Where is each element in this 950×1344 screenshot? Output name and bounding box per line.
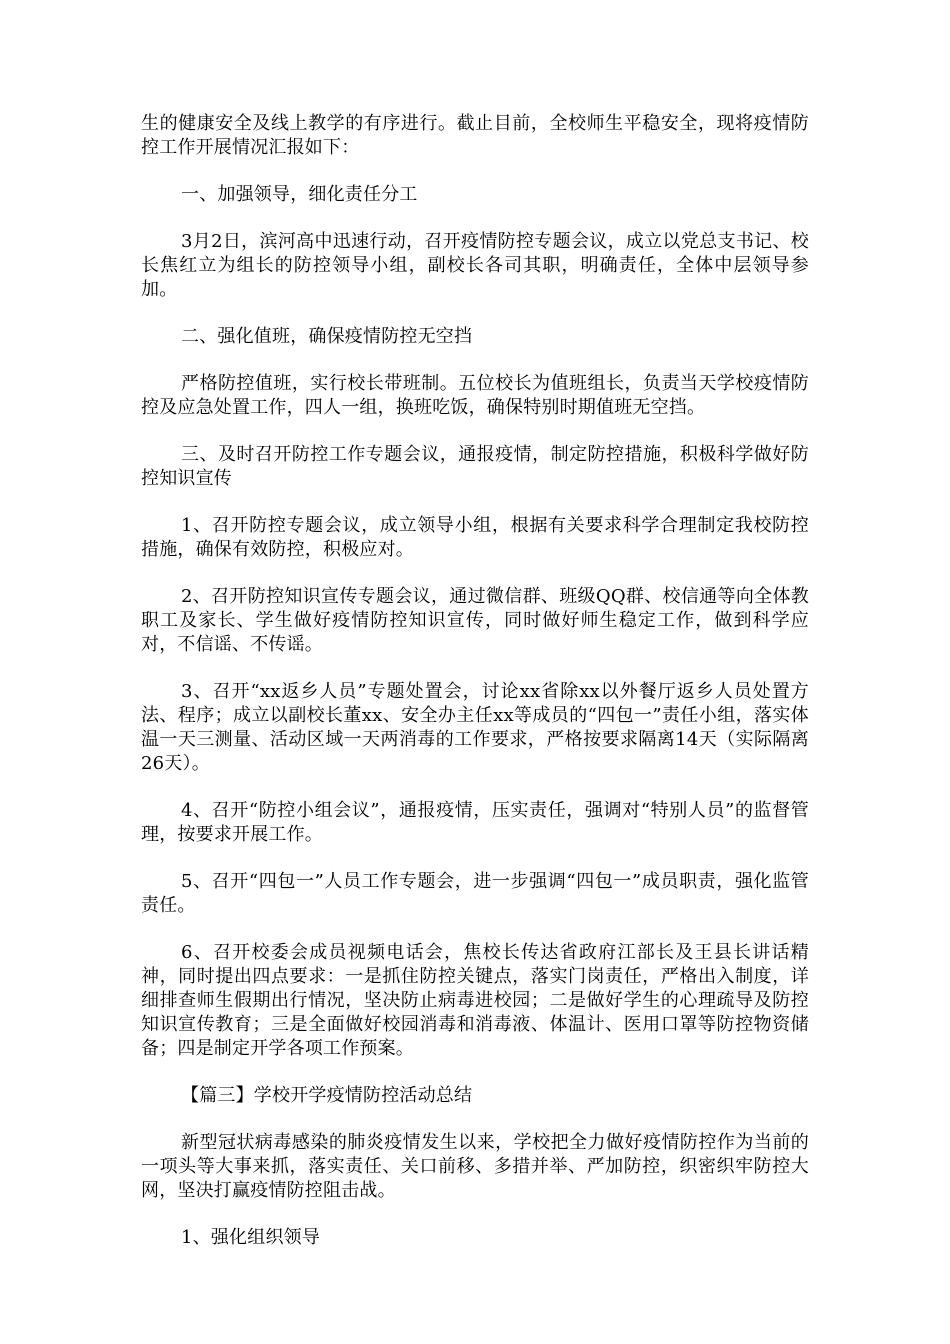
list-item: 1、召开防控专题会议，成立领导小组，根据有关要求科学合理制定我校防控措施，确保有效防控，积极应对。 (141, 515, 809, 560)
list-item: 4、召开“防控小组会议”，通报疫情，压实责任，强调对“特别人员”的监督管理，按要求开展工作。 (141, 800, 809, 845)
section-heading-3: 三、及时召开防控工作专题会议，通报疫情，制定防控措施，积极科学做好防控知识宣传 (141, 444, 809, 489)
document-body (141, 112, 809, 1273)
list-item: 5、召开“四包一”人员工作专题会，进一步强调“四包一”成员职责，强化监管责任。 (141, 871, 809, 916)
list-item: 2、召开防控知识宣传专题会议，通过微信群、班级QQ群、校信通等向全体教职工及家长、学生做好疫情防控知识宣传，同时做好师生稳定工作，做到科学应对，不信谣、不传谣。 (141, 586, 809, 655)
list-item: 1、强化组织领导 (181, 1227, 321, 1248)
section-heading-2: 二、强化值班，确保疫情防控无空挡 (181, 326, 473, 347)
list-item: 6、召开校委会成员视频电话会，焦校长传达省政府江部长及王县长讲话精神，同时提出四点要求：一是抓住防控关键点，落实门岗责任，严格出入制度，详细排查师生假期出行情况，坚决防止病毒进校园；二是做好学生的心理疏导及防控知识宣传教育；三是全面做好校园消毒和消毒液、体温计、医用口罩等防控物资储备；四是制定开学各项工作预案。 (141, 942, 809, 1059)
paragraph: 新型冠状病毒感染的肺炎疫情发生以来，学校把全力做好疫情防控作为当前的一项头等大事来抓，落实责任、关口前移、多措并举、严加防控，织密织牢防控大网，坚决打赢疫情防控阻击战。 (141, 1132, 809, 1201)
paragraph-continued: 生的健康安全及线上教学的有序进行。截止目前，全校师生平稳安全，现将疫情防控工作开展情况汇报如下： (141, 113, 809, 158)
paragraph: 3月2日，滨河高中迅速行动，召开疫情防控专题会议，成立以党总支书记、校长焦红立为组长的防控领导小组，副校长各司其职，明确责任，全体中层领导参加。 (141, 231, 809, 300)
paragraph: 严格防控值班，实行校长带班制。五位校长为值班组长，负责当天学校疫情防控及应急处置工作，四人一组，换班吃饭，确保特别时期值班无空挡。 (141, 373, 809, 418)
list-item: 3、召开“xx返乡人员”专题处置会，讨论xx省除xx以外餐厅返乡人员处置方法、程序；成立以副校长董xx、安全办主任xx等成员的“四包一”责任小组，落实体温一天三测量、活动区域一天两消毒的工作要求，严格按要求隔离14天（实际隔离26天）。 (141, 681, 809, 774)
article-title: 【篇三】学校开学疫情防控活动总结 (181, 1085, 473, 1106)
section-heading-1: 一、加强领导，细化责任分工 (181, 184, 418, 205)
